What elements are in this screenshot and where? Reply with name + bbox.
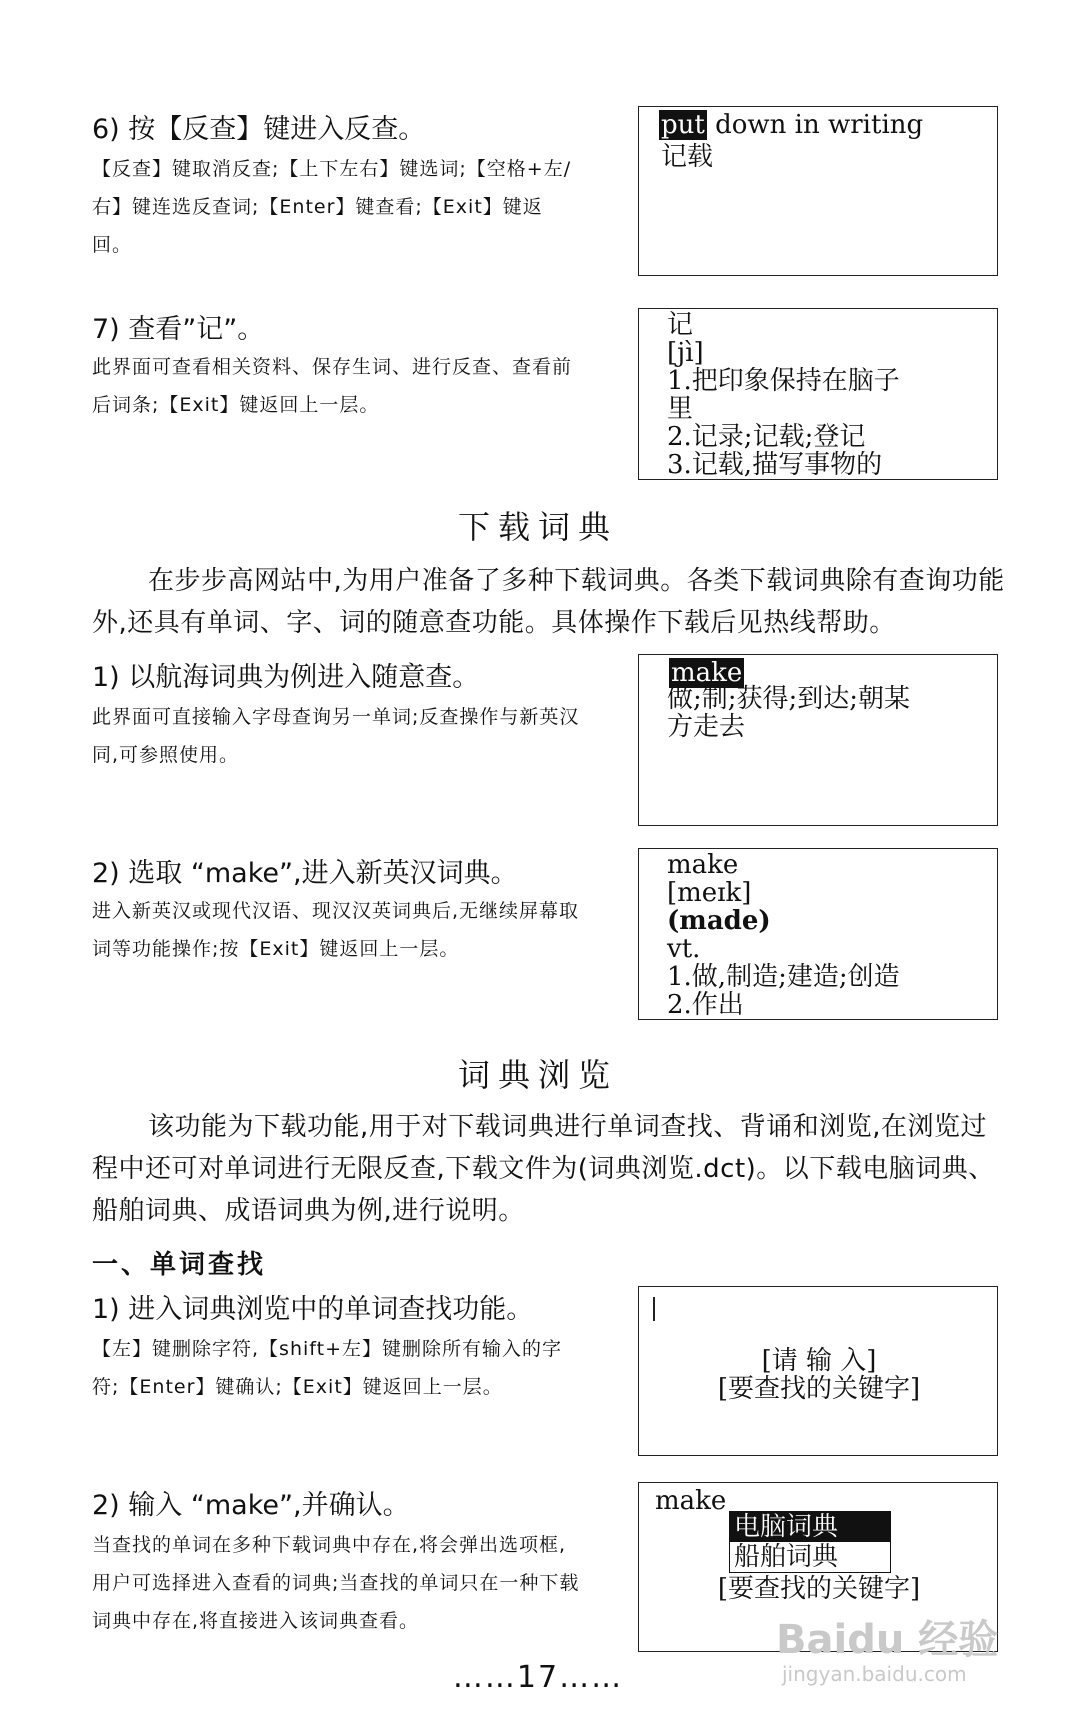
prompt-line1: [请 输 入] (761, 1346, 877, 1376)
step6-screen-line2: 记载 (661, 142, 714, 172)
watermark-url: jingyan.baidu.com (782, 1662, 967, 1686)
line-text: down in writing (706, 110, 924, 140)
text-cursor (653, 1297, 655, 1321)
screen-line: [meɪk] (667, 878, 752, 908)
browse-step1-screen (638, 1286, 998, 1456)
option-ship-dictionary[interactable]: 船舶词典 (734, 1542, 839, 1572)
screen-line: [jì] (667, 338, 704, 368)
browse-step2-desc: 当查找的单词在多种下载词典中存在,将会弹出选项框,用户可选择进入查看的词典;当查找的单词只在一种下载词典中存在,将直接进入该词典查看。 (92, 1534, 580, 1632)
step7-title: 7) 查看”记”。 (92, 314, 265, 345)
screen-line: 里 (667, 394, 694, 424)
step7-screen (638, 308, 998, 480)
screen-line: 记 (667, 310, 694, 340)
download-step2-screen (638, 848, 998, 1020)
browse-step1-desc: 【左】键删除字符,【shift+左】键删除所有输入的字符;【Enter】键确认;【Exit】键返回上一层。 (92, 1338, 562, 1398)
screen-line: 方走去 (667, 712, 746, 742)
step6-screen (638, 106, 998, 276)
screen-line: vt. (667, 934, 701, 964)
screen-line: (made) (667, 906, 771, 936)
download-step1-desc: 此界面可直接输入字母查询另一单词;反查操作与新英汉同,可参照使用。 (92, 706, 580, 766)
step7-desc: 此界面可查看相关资料、保存生词、进行反查、查看前后词条;【Exit】键返回上一层。 (92, 356, 573, 416)
browse-step2-title: 2) 输入 “make”,并确认。 (92, 1490, 410, 1521)
screen-line: 做;制;获得;到达;朝某 (667, 684, 911, 714)
prompt-behind: [要查找的关键字] (717, 1574, 921, 1604)
step6-title: 6) 按【反查】键进入反查。 (92, 114, 426, 145)
step6-desc: 【反查】键取消反查;【上下左右】键选词;【空格+左/右】键连选反查词;【Enter】键查看;【Exit】键返回。 (92, 158, 572, 256)
highlighted-word: put (661, 110, 705, 140)
page-number: ……17…… (452, 1660, 624, 1695)
browse-heading: 词典浏览 (457, 1056, 618, 1094)
baidu-logo: Baidu 经验 (776, 1617, 999, 1663)
screen-line: 2.作出 (667, 990, 744, 1020)
download-step1-screen (638, 654, 998, 826)
browse-paragraph: 该功能为下载功能,用于对下载词典进行单词查找、背诵和浏览,在浏览过程中还可对单词进行无限反查,下载文件为(词典浏览.dct)。以下载电脑词典、船舶词典、成语词典为例,进行说明。 (92, 1112, 995, 1226)
entered-word: make (655, 1486, 727, 1516)
screen-line: 2.记录;记载;登记 (667, 422, 866, 452)
screen-line: make (667, 850, 739, 880)
screen-line: 1.做,制造;建造;创造 (667, 962, 900, 992)
browse-step1-title: 1) 进入词典浏览中的单词查找功能。 (92, 1294, 534, 1325)
screen-line (669, 659, 744, 687)
option-computer-dictionary[interactable]: 电脑词典 (730, 1512, 890, 1542)
download-step1-title: 1) 以航海词典为例进入随意查。 (92, 662, 480, 693)
prompt-line2: [要查找的关键字] (717, 1374, 921, 1404)
screen-line: 1.把印象保持在脑子 (667, 366, 900, 396)
download-heading: 下载词典 (457, 508, 618, 546)
browse-subheading: 一、单词查找 (92, 1250, 267, 1280)
highlighted-word: make (671, 658, 743, 688)
download-step2-title: 2) 选取 “make”,进入新英汉词典。 (92, 858, 518, 889)
screen-line: 3.记载,描写事物的 (667, 450, 883, 480)
download-step2-desc: 进入新英汉或现代汉语、现汉汉英词典后,无继续屏幕取词等功能操作;按【Exit】键返回上一层。 (92, 900, 580, 960)
step6-screen-line1 (659, 111, 923, 139)
dictionary-select-popup (729, 1511, 891, 1573)
download-paragraph: 在步步高网站中,为用户准备了多种下载词典。各类下载词典除有查询功能外,还具有单词、字、词的随意查功能。具体操作下载后见热线帮助。 (92, 566, 1005, 638)
